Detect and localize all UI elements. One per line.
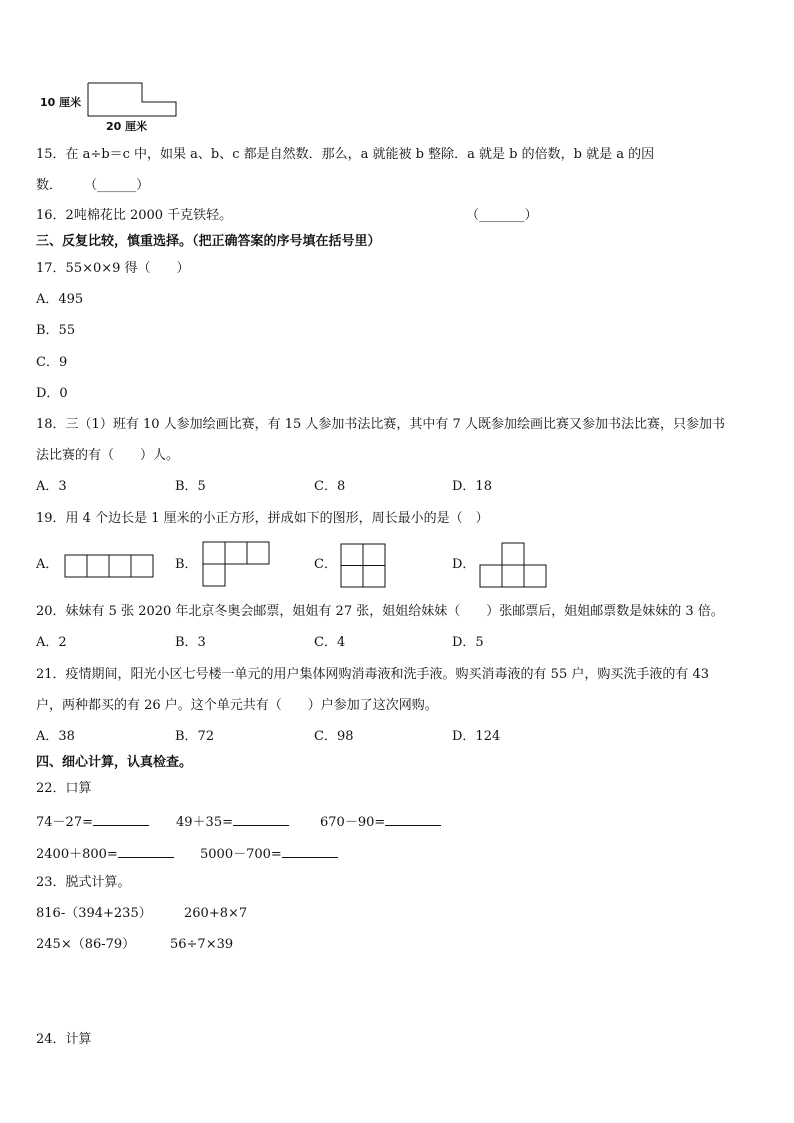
q22-blank-5[interactable] [282, 843, 338, 858]
q18-line1: 18．三（1）班有 10 人参加绘画比赛，有 15 人参加书法比赛，其中有 7 人既参加绘画比赛又参加书法比赛，只参加书 [36, 417, 725, 432]
q19-option-b[interactable]: B． [175, 557, 198, 572]
top-figure [36, 80, 186, 132]
q18-option-a[interactable]: A．3 [36, 479, 67, 494]
q19-figure-a [64, 554, 154, 582]
figure-bottom-label: 20 厘米 [106, 120, 148, 133]
q22-expr-5: 5000－700= [200, 847, 282, 862]
q16-text: 16．2吨棉花比 2000 千克铁轻。 [36, 208, 233, 223]
q22-blank-1[interactable] [93, 811, 149, 826]
q18-option-b[interactable]: B．5 [175, 479, 206, 494]
q23-expr-1: 816-（394+235） [36, 906, 152, 921]
q22-item-2 [176, 811, 289, 832]
q19-option-a[interactable]: A． [36, 557, 59, 572]
q22-title: 22．口算 [36, 781, 92, 796]
q18-line2: 法比赛的有（ ）人。 [36, 448, 180, 463]
q21-option-c[interactable]: C．98 [314, 729, 354, 744]
q21-option-b[interactable]: B．72 [175, 729, 215, 744]
l-tetromino-figure [202, 541, 272, 587]
q21-option-d[interactable]: D．124 [452, 729, 501, 744]
q20-option-b[interactable]: B．3 [175, 635, 206, 650]
q21-line1: 21．疫情期间，阳光小区七号楼一单元的用户集体网购消毒液和洗手液。购买消毒液的有 55 户，购买洗手液的有 43 [36, 667, 710, 682]
q19-option-c[interactable]: C． [314, 557, 337, 572]
q17-option-d[interactable]: D．0 [36, 386, 68, 401]
q22-expr-1: 74－27= [36, 815, 93, 830]
q22-item-3 [320, 811, 441, 832]
q16-answer-paren[interactable]: （_______） [466, 208, 538, 223]
four-squares-row [64, 554, 154, 578]
q22-expr-4: 2400＋800= [36, 847, 118, 862]
q15-line2-text: 数． [36, 178, 63, 193]
q22-item-1 [36, 811, 149, 832]
section3-title: 三、反复比较，慎重选择。（把正确答案的序号填在括号里） [36, 234, 381, 249]
q19-figure-b [202, 541, 272, 591]
square-tetromino-figure [340, 543, 388, 589]
q23-expr-3: 245×（86-79） [36, 937, 136, 952]
q17-option-c[interactable]: C．9 [36, 355, 68, 370]
q19-figure-d [479, 542, 549, 592]
q19-option-d[interactable]: D． [452, 557, 476, 572]
q20-option-c[interactable]: C．4 [314, 635, 346, 650]
q22-item-4 [36, 843, 174, 864]
q19-text: 19．用 4 个边长是 1 厘米的小正方形，拼成如下的图形，周长最小的是（ ） [36, 511, 489, 526]
q22-item-5 [200, 843, 338, 864]
q17-text: 17．55×0×9 得（ ） [36, 261, 190, 276]
section4-title: 四、细心计算，认真检查。 [36, 755, 193, 770]
q17-option-b[interactable]: B．55 [36, 323, 76, 338]
q17-option-a[interactable]: A．495 [36, 292, 84, 307]
q21-option-a[interactable]: A．38 [36, 729, 75, 744]
q22-expr-3: 670－90= [320, 815, 386, 830]
q23-title: 23．脱式计算。 [36, 875, 131, 890]
q23-expr-4: 56÷7×39 [170, 937, 234, 952]
q20-text: 20．妹妹有 5 张 2020 年北京冬奥会邮票，姐姐有 27 张，姐姐给妹妹（ ）张邮票后，姐姐邮票数是妹妹的 3 倍。 [36, 604, 724, 619]
q20-option-a[interactable]: A．2 [36, 635, 67, 650]
q20-option-d[interactable]: D．5 [452, 635, 484, 650]
q24-title: 24．计算 [36, 1032, 92, 1047]
q19-figure-c [340, 543, 388, 593]
q18-option-d[interactable]: D．18 [452, 479, 492, 494]
q22-expr-2: 49＋35= [176, 815, 233, 830]
q21-line2: 户，两种都买的有 26 户。这个单元共有（ ）户参加了这次网购。 [36, 698, 438, 713]
q22-blank-3[interactable] [385, 811, 441, 826]
q15-line2 [36, 177, 149, 195]
t-tetromino-figure [479, 542, 549, 588]
q15-line1: 15．在 a÷b＝c 中，如果 a、b、c 都是自然数．那么，a 就能被 b 整除．a 就是 b 的倍数，b 就是 a 的因 [36, 147, 655, 162]
q22-blank-2[interactable] [233, 811, 289, 826]
q23-expr-2: 260+8×7 [184, 906, 248, 921]
figure-left-label: 10 厘米 [40, 96, 82, 109]
q22-blank-4[interactable] [118, 843, 174, 858]
q18-option-c[interactable]: C．8 [314, 479, 346, 494]
q15-answer-paren[interactable]: （______） [84, 178, 150, 193]
